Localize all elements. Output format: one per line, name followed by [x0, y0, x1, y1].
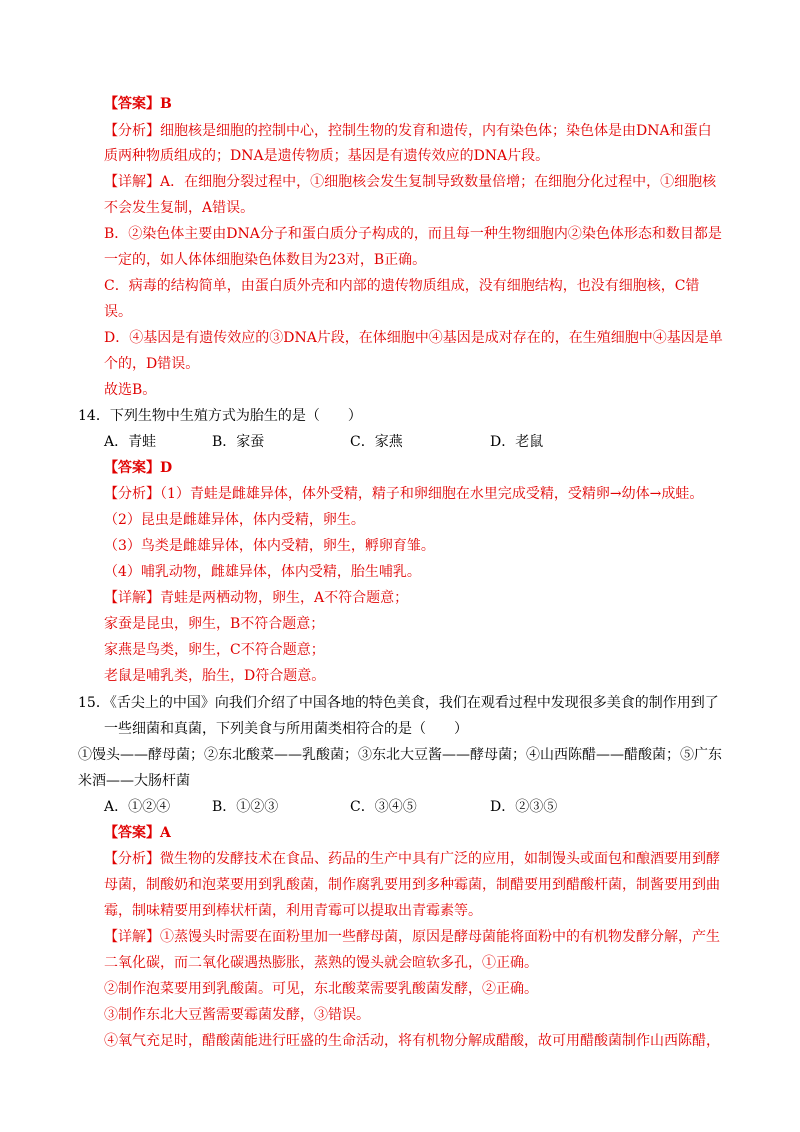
q13-analysis-line-2: 质两种物质组成的；DNA是遗传物质；基因是有遗传效应的DNA片段。 [104, 148, 550, 164]
q13-detail-line-3: B．②染色体主要由DNA分子和蛋白质分子构成的，而且每一种生物细胞内②染色体形态和数目都是 [104, 226, 722, 242]
q13-detail-line-5: C．病毒的结构简单，由蛋白质外壳和内部的遗传物质组成，没有细胞结构，也没有细胞核，C错 [104, 278, 700, 294]
q14-analysis-line-4: （4）哺乳动物，雌雄异体，体内受精，胎生哺乳。 [104, 564, 421, 580]
q15-question-line-2: 一些细菌和真菌，下列美食与所用菌类相符合的是（ ） [104, 721, 468, 737]
q15-detail-line-3: ②制作泡菜要用到乳酸菌。可见，东北酸菜需要乳酸菌发酵，②正确。 [104, 981, 538, 997]
q15-detail-line-5: ④氧气充足时，醋酸菌能进行旺盛的生命活动，将有机物分解成醋酸，故可用醋酸菌制作山西陈醋， [104, 1033, 720, 1049]
q15-items-line-2: 米酒——大肠杆菌 [78, 773, 190, 789]
answer-tag: 【答案】 [104, 825, 160, 841]
q14-detail-line-4: 老鼠是哺乳类，胎生，D符合题意。 [104, 668, 326, 684]
q14-answer-line [104, 458, 172, 478]
q15-detail-line-1 [104, 927, 720, 947]
q15-detail-line-2: 二氧化碳，而二氧化碳遇热膨胀，蒸熟的馒头就会暄软多孔，①正确。 [104, 955, 538, 971]
q14-question: 14．下列生物中生殖方式为胎生的是（ ） [78, 408, 362, 424]
q14-option-c: C．家燕 [350, 434, 403, 450]
q14-detail-line-3: 家燕是鸟类，卵生，C不符合题意； [104, 642, 325, 658]
detail-tag: 【详解】 [104, 929, 160, 945]
q14-detail-line-1 [104, 588, 408, 608]
analysis-tag: 【分析】 [104, 851, 160, 867]
q13-detail-line-8: 个的，D错误。 [104, 356, 200, 372]
q13-detail-line-4: 一定的，如人体体细胞染色体数目为23对，B正确。 [104, 252, 427, 268]
analysis-text: 细胞核是细胞的控制中心，控制生物的发育和遗传，内有染色体；染色体是由DNA和蛋白 [160, 123, 712, 139]
q14-option-a: A．青蛙 [104, 434, 157, 450]
answer-tag: 【答案】 [104, 460, 160, 476]
q15-question-line-1: 15．《舌尖上的中国》向我们介绍了中国各地的特色美食，我们在观看过程中发现很多美食的制作用到了 [78, 695, 719, 711]
answer-value: D [160, 460, 173, 476]
q15-option-b: B．①②③ [212, 799, 279, 815]
q15-option-d: D．②③⑤ [490, 799, 558, 815]
detail-tag: 【详解】 [104, 174, 160, 190]
q13-answer-line [104, 94, 172, 114]
q15-analysis-line-1 [104, 849, 720, 869]
q13-detail-line-2: 不会发生复制，A错误。 [104, 200, 255, 216]
q15-options [104, 797, 624, 817]
q15-option-a: A．①②④ [104, 799, 171, 815]
detail-text: ①蒸馒头时需要在面粉里加一些酵母菌，原因是酵母菌能将面粉中的有机物发酵分解，产生 [160, 929, 720, 945]
q15-analysis-line-2: 母菌，制酸奶和泡菜要用到乳酸菌，制作腐乳要用到多种霉菌，制醋要用到醋酸杆菌，制酱要用到曲 [104, 877, 720, 893]
detail-text: 青蛙是两栖动物，卵生，A不符合题意； [160, 590, 409, 606]
q14-analysis-line-2: （2）昆虫是雌雄异体，体内受精，卵生。 [104, 512, 365, 528]
q14-option-d: D．老鼠 [490, 434, 544, 450]
answer-tag: 【答案】 [104, 96, 160, 112]
q15-option-c: C．③④⑤ [350, 799, 417, 815]
q14-analysis-line-3: （3）鸟类是雌雄异体，体内受精，卵生，孵卵育雏。 [104, 538, 435, 554]
detail-tag: 【详解】 [104, 590, 160, 606]
analysis-text: （1）青蛙是雌雄异体，体外受精，精子和卵细胞在水里完成受精，受精卵→幼体→成蛙。 [160, 486, 704, 502]
q14-analysis-line-1 [104, 484, 703, 504]
q14-option-b: B．家蚕 [212, 434, 265, 450]
q13-detail-line-6: 误。 [104, 304, 132, 320]
q13-detail-line-1 [104, 172, 716, 192]
q14-options [104, 432, 624, 452]
detail-text: A．在细胞分裂过程中，①细胞核会发生复制导致数量倍增；在细胞分化过程中，①细胞核 [160, 174, 717, 190]
answer-value: B [160, 96, 172, 112]
analysis-tag: 【分析】 [104, 123, 160, 139]
q13-detail-line-9: 故选B。 [104, 382, 157, 398]
q15-answer-line [104, 823, 171, 843]
q15-analysis-line-3: 霉，制味精要用到棒状杆菌，利用青霉可以提取出青霉素等。 [104, 903, 482, 919]
analysis-text: 微生物的发酵技术在食品、药品的生产中具有广泛的应用，如制馒头或面包和酿酒要用到酵 [160, 851, 720, 867]
answer-value: A [160, 825, 171, 841]
q13-detail-line-7: D．④基因是有遗传效应的③DNA片段，在体细胞中④基因是成对存在的，在生殖细胞中④基因是单 [104, 330, 723, 346]
q15-detail-line-4: ③制作东北大豆酱需要霉菌发酵，③错误。 [104, 1007, 370, 1023]
q13-analysis-line-1 [104, 121, 712, 141]
analysis-tag: 【分析】 [104, 486, 160, 502]
q15-items-line-1: ①馒头——酵母菌；②东北酸菜——乳酸菌；③东北大豆酱——酵母菌；④山西陈醋——醋酸菌；⑤广东 [78, 747, 722, 763]
q14-detail-line-2: 家蚕是昆虫，卵生，B不符合题意； [104, 616, 325, 632]
